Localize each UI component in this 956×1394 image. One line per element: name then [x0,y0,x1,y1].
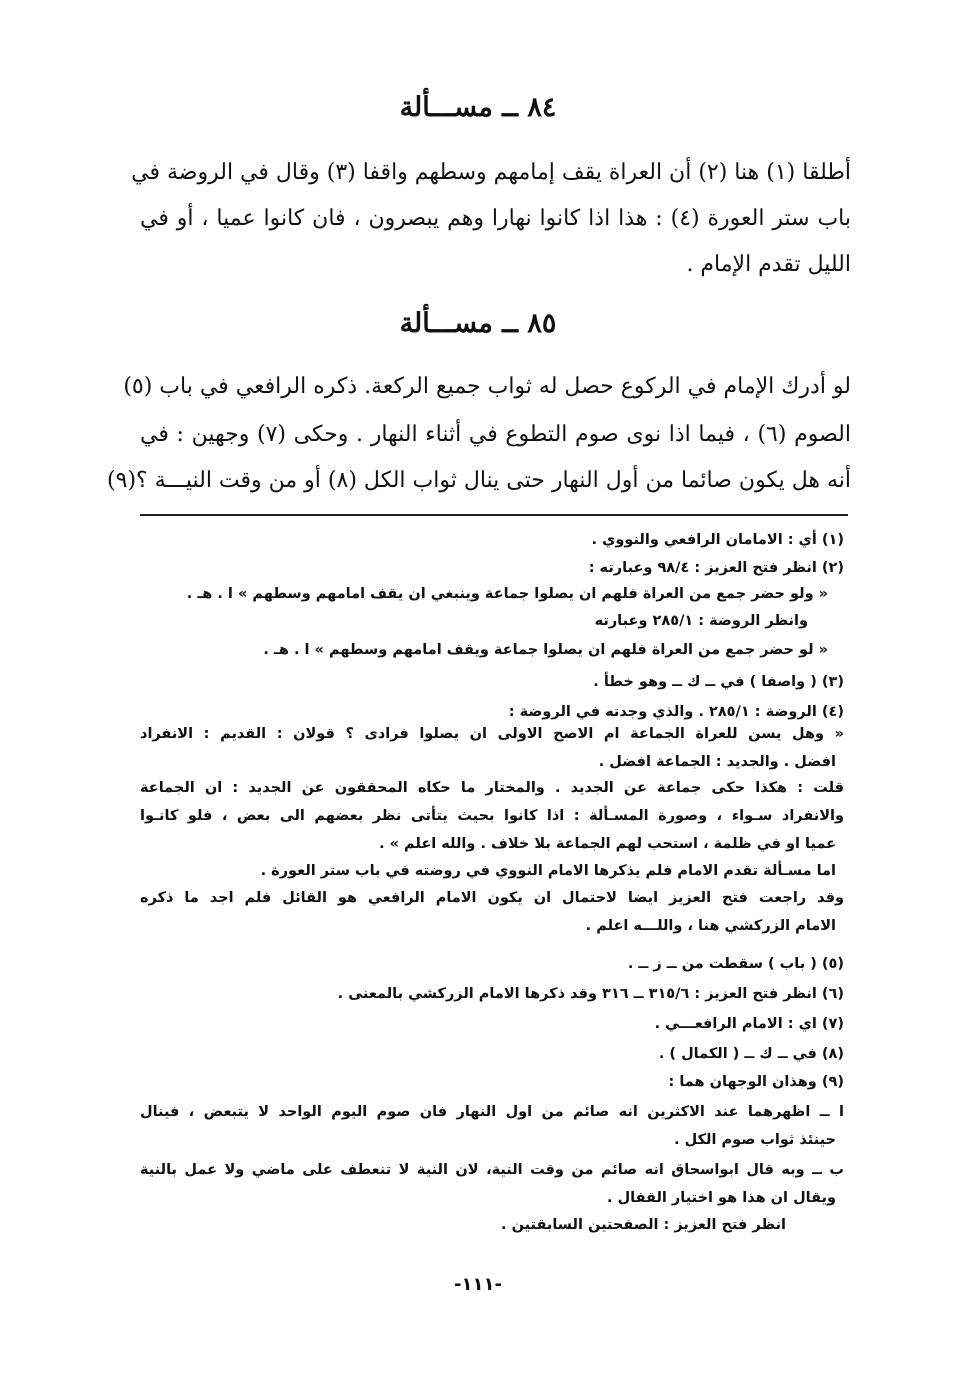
footnote-line: والانفراد سـواء ، وصورة المسـألة : اذا كانوا بحيث يتأتى نظر بعضهم الى بعض ، فلو كانـوا [140,808,844,824]
footnote-line: (٩) وهذان الوجهان هما : [668,1074,844,1090]
footnote-line: الامام الزركشي هنا ، واللـــه اعلم . [585,918,836,934]
section-85-line-3: أنه هل يكون صائما من أول النهار حتى ينال ثواب الكل (٨) أو من وقت النيـــة ؟(٩) [107,468,851,493]
section-85-line-1: لو أدرك الإمام في الركوع حصل له ثواب جميع الركعة. ذكره الرافعي في باب (٥) [123,374,851,399]
section-84-line-2: باب ستر العورة (٤) : هذا اذا كانوا نهارا وهم يبصرون ، فان كانوا عميا ، أو في [140,206,852,231]
footnote-line: « لو حضر جمع من العراة فلهم ان يصلوا جماعة ويقف امامهم وسطهم » ا . هـ . [263,642,828,658]
section-85-line-2: الصوم (٦) ، فيما اذا نوى صوم التطوع في أثناء النهار . وحكى (٧) وجهين : في [140,422,851,447]
footnote-line: اما مسـألة تقدم الامام فلم يذكرها الامام النووي في روضته في باب ستر العورة . [260,863,836,879]
footnote-line: (٦) انظر فتح العزيز : ٣١٥/٦ ــ ٣١٦ وقد ذكرها الامام الزركشي بالمعنى . [337,986,844,1002]
section-84-line-3: الليل تقدم الإمام . [686,252,851,277]
footnote-line: وانظر الروضة : ٢٨٥/١ وعبارته [594,613,808,629]
footnote-line: وقد راجعت فتح العزيز ايضا لاحتمال ان يكون الامام الرافعي هو القائل فلم اجد ما ذكره [140,890,844,906]
footnote-line: (٨) في ــ ك ــ ( الكمال ) . [658,1046,844,1062]
footnote-line: (٤) الروضة : ٢٨٥/١ . والذي وجدته في الروضة : [508,704,844,720]
footnote-line: « ولو حضر جمع من العراة فلهم ان يصلوا جماعة وينبغي ان يقف امامهم وسطهم » ا . هـ . [186,586,828,602]
page-number: -١١١- [454,1274,502,1295]
footnote-line: (٣) ( واصفا ) في ــ ك ــ وهو خطأ . [593,674,844,690]
footnote-divider [140,514,848,516]
footnote-line: حينئذ ثواب صوم الكل . [674,1132,836,1148]
section-85-heading: ٨٥ ــ مســـألة [399,308,557,339]
footnote-line: ب ــ وبه قال ابواسحاق انه صائم من وقت النية، لان النية لا تنعطف على ماضي ولا عمل بالنية [140,1162,844,1178]
footnote-line: (٥) ( باب ) سقطت من ــ ز ــ . [627,956,844,972]
footnote-line: قلت : هكذا حكى جماعة عن الجديد . والمختار ما حكاه المحققون عن الجديد : ان الجماعة [140,780,844,796]
footnote-line: عميا او في ظلمة ، استحب لهم الجماعة بلا خلاف . والله اعلم » . [379,836,836,852]
footnote-line: (٧) اي : الامام الرافعـــي . [654,1016,844,1032]
footnote-line: ويقال ان هذا هو اختيار القفال . [607,1190,836,1206]
footnote-line: « وهل يسن للعراة الجماعة ام الاصح الاولى ان يصلوا فرادى ؟ قولان : القديم : الانفراد [140,726,844,742]
footnote-line: (١) أي : الامامان الرافعي والنووي . [591,532,844,548]
footnote-line: (٢) انظر فتح العزيز : ٩٨/٤ وعبارته : [588,560,844,576]
footnote-line: ا ــ اظهرهما عند الاكثرين انه صائم من اول النهار فان صوم اليوم الواحد لا يتبعض ، فينال [140,1104,844,1120]
footnote-line: انظر فتح العزيز : الصفحتين السابقتين . [501,1217,786,1233]
section-84-line-1: أطلقا (١) هنا (٢) أن العراة يقف إمامهم وسطهم واقفا (٣) وقال في الروضة في [131,160,851,185]
footnote-line: افضل . والجديد : الجماعة افضل . [598,754,836,770]
section-84-heading: ٨٤ ــ مســـألة [399,92,557,123]
